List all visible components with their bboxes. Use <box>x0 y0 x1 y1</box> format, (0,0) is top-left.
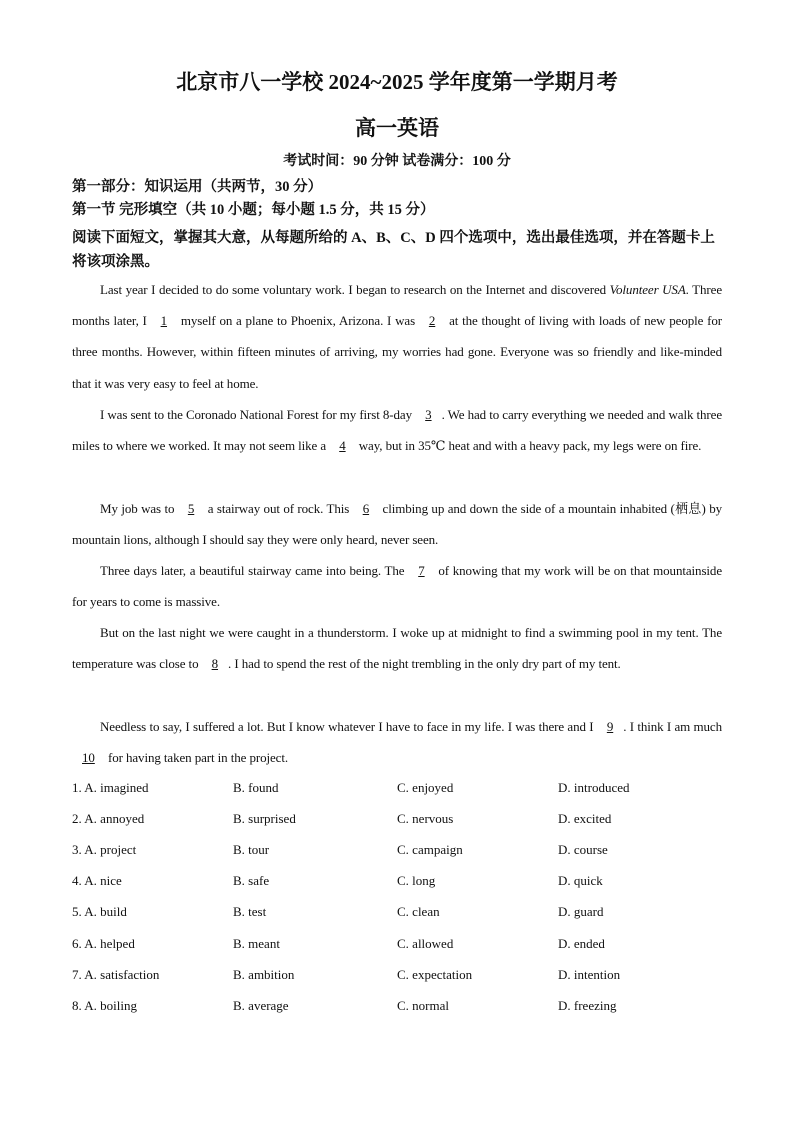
option-b: B. test <box>233 904 267 919</box>
blank-3: 3 <box>425 407 432 422</box>
question-options-3 <box>72 842 732 873</box>
option-d: D. quick <box>558 873 603 888</box>
option-c: C. nervous <box>397 811 454 826</box>
option-b: B. safe <box>233 873 270 888</box>
option-d: D. freezing <box>558 998 617 1013</box>
blank-1: 1 <box>160 313 168 329</box>
option-a: 7. A. satisfaction <box>72 967 160 982</box>
blank-2: 2 <box>428 313 436 329</box>
passage-paragraph: I was sent to the Coronado National Forest for my first 8-day 3 . We had to carry everything we needed and walk three miles to where we worked. It may not seem like a 4 way, but in 35℃ heat and with a heavy pack, my legs were on fire. <box>72 407 722 454</box>
option-d: D. course <box>558 842 608 857</box>
blank-8: 8 <box>211 656 219 672</box>
option-a: 8. A. boiling <box>72 998 138 1013</box>
option-c: C. enjoyed <box>397 780 454 795</box>
option-c: C. normal <box>397 998 449 1013</box>
option-a: 3. A. project <box>72 842 137 857</box>
subsection-heading: 第一节 完形填空（共 10 小题；每小题 1.5 分，共 15 分） <box>72 202 435 218</box>
passage-paragraph: But on the last night we were caught in a thunderstorm. I woke up at midnight to find a swimming pool in my tent. The temperature was close to 8 . I had to spend the rest of the night trembling in the only dry part of my tent. <box>72 625 722 672</box>
blank-9: 9 <box>606 719 614 734</box>
blank-6: 6 <box>362 501 370 516</box>
option-d: D. introduced <box>558 780 630 795</box>
question-options-6 <box>72 936 732 967</box>
option-d: D. excited <box>558 811 612 826</box>
passage-paragraph: Last year I decided to do some voluntary work. I began to research on the Internet and discovered Volunteer USA. Three months later, I 1 myself on a plane to Phoenix, Arizona. I was 2 at the thought of living with loads of new people for three months. However, within fifteen minutes of arriving, my worries had gone. Everyone was so friendly and like-minded that it was very easy to feel at home. <box>72 282 722 391</box>
option-a: 1. A. imagined <box>72 780 149 795</box>
option-c: C. clean <box>397 904 440 919</box>
question-options-1 <box>72 780 732 811</box>
option-b: B. meant <box>233 936 280 951</box>
option-b: B. average <box>233 998 289 1013</box>
option-d: D. ended <box>558 936 605 951</box>
passage-paragraph: My job was to 5 a stairway out of rock. This 6 climbing up and down the side of a mountain inhabited (栖息) by mountain lions, although I should say they were only heard, never seen. <box>72 501 723 548</box>
option-a: 6. A. helped <box>72 936 135 951</box>
question-options-4 <box>72 873 732 904</box>
option-d: D. intention <box>558 967 621 982</box>
part-heading: 第一部分：知识运用（共两节，30 分） <box>72 179 323 195</box>
option-b: B. found <box>233 780 279 795</box>
blank-4: 4 <box>339 438 346 454</box>
option-b: B. surprised <box>233 811 296 826</box>
italic-title: Volunteer USA <box>609 282 686 297</box>
exam-title: 北京市八一学校 2024~2025 学年度第一学期月考 <box>176 70 618 94</box>
blank-5: 5 <box>187 501 195 516</box>
option-b: B. ambition <box>233 967 295 982</box>
question-options-7 <box>72 967 732 998</box>
instruction-text: 阅读下面短文，掌握其大意，从每题所给的 A、B、C、D 四个选项中，选出最佳选项，并在答题卡上将该项涂黑。 <box>72 230 715 270</box>
exam-info: 考试时间：90 分钟 试卷满分：100 分 <box>283 154 511 169</box>
option-b: B. tour <box>233 842 270 857</box>
passage-paragraph: Needless to say, I suffered a lot. But I know whatever I have to face in my life. I was there and I 9 . I think I am much 10 for having taken part in the project. <box>72 711 722 773</box>
option-c: C. expectation <box>397 967 473 982</box>
option-c: C. long <box>397 873 436 888</box>
option-c: C. allowed <box>397 936 454 951</box>
passage-paragraph: Three days later, a beautiful stairway came into being. The 7 of knowing that my work will be on that mountainside for years to come is massive. <box>72 563 722 610</box>
question-options-8 <box>72 998 732 1029</box>
subject-title: 高一英语 <box>355 116 439 140</box>
option-a: 5. A. build <box>72 904 127 919</box>
blank-7: 7 <box>418 563 425 578</box>
option-a: 4. A. nice <box>72 873 122 888</box>
question-options-5 <box>72 904 732 935</box>
option-c: C. campaign <box>397 842 463 857</box>
option-d: D. guard <box>558 904 604 919</box>
option-a: 2. A. annoyed <box>72 811 145 826</box>
blank-10: 10 <box>82 750 95 766</box>
question-options-2 <box>72 811 732 842</box>
